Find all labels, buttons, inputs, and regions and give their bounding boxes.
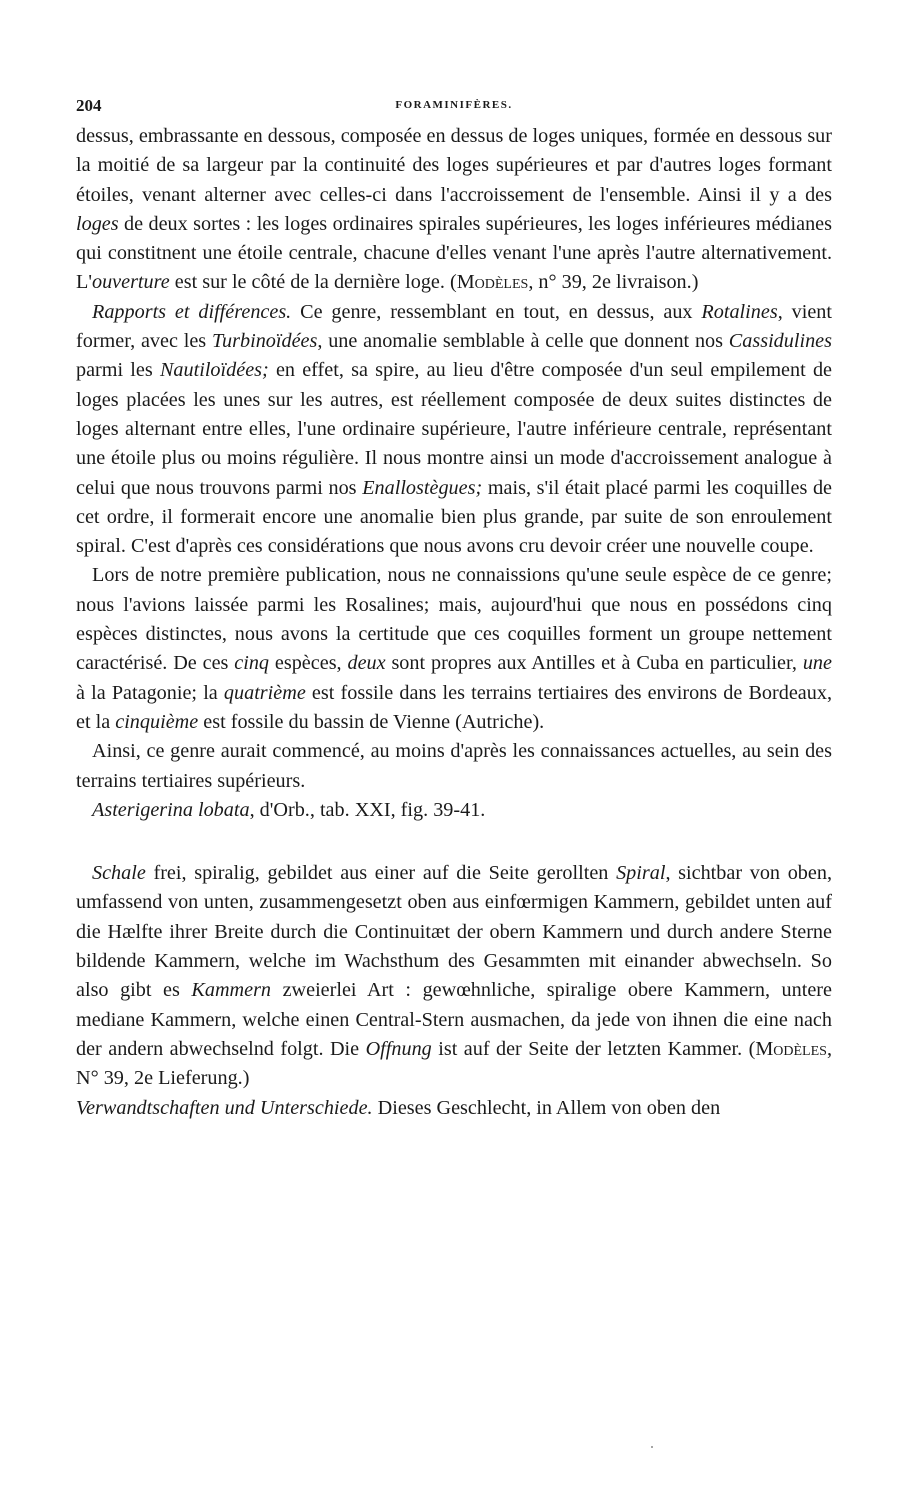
paragraph-german-verwandtschaften: Verwandtschaften und Unterschiede. Dieses Geschlecht, in Allem von oben den — [76, 1096, 721, 1119]
page-body — [76, 122, 832, 1123]
section-heading-rapports: Rapports et différences. — [92, 300, 292, 323]
page-header — [76, 96, 832, 120]
section-gap — [76, 825, 832, 859]
running-title: FORAMINIFÈRES. — [395, 99, 513, 111]
species-name: Asterigerina lobata — [92, 798, 250, 821]
paper-speck — [651, 1446, 653, 1448]
paragraph-rapports: Rapports et différences. Ce genre, ressemblant en tout, en dessus, aux Rotalines, vient former, avec les Turbinoïdées, une anomalie semblable à celle que donnent nos Cassidulines parmi les Nautiloïdées; en effet, sa spire, au lieu d'être composée d'un seul empilement de loges placées les unes sur les autres, est réellement composée de deux suites distinctes de loges alternant entre elles, l'une ordinaire supérieure, l'autre inférieure centrale, représentant une étoile plus ou moins régulière. Il nous montre ainsi un mode d'accroissement analogue à celui que nous trouvons parmi nos Enallostègues; mais, s'il était placé parmi les coquilles de cet ordre, il formerait encore une anomalie bien plus grande, par suite de son enroulement spiral. C'est d'après ces considérations que nous avons cru devoir créer une nouvelle coupe. — [76, 300, 832, 558]
section-heading-verwandtschaften: Verwandtschaften und Unterschiede. — [76, 1096, 373, 1119]
page-number: 204 — [76, 96, 102, 115]
species-reference: Asterigerina lobata, d'Orb., tab. XXI, fig. 39-41. — [92, 798, 486, 821]
paragraph-german-description: Schale frei, spiralig, gebildet aus einer auf die Seite gerollten Spiral, sichtbar von oben, umfassend von unten, zusammengesetzt oben aus einfœrmigen Kammern, gebildet unten auf die Hælfte ihrer Breite durch die Continuitæt der obern Kammern und durch andere Sterne bildende Kammern, welche im Wachsthum des Gesammten mit einander abwechseln. So also gibt es Kammern zweierlei Art : gewœhnliche, spiralige obere Kammern, untere mediane Kammern, welche einen Central-Stern ausmachen, da jede von ihnen die eine nach der andern abwechselnd folgt. Die Offnung ist auf der Seite der letzten Kammer. (Modèles, N° 39, 2e Lieferung.) — [76, 862, 832, 1090]
paragraph-publication: Lors de notre première publication, nous ne connaissions qu'une seule espèce de ce genre; nous l'avions laissée parmi les Rosalines; mais, aujourd'hui que nous en possédons cinq espèces distinctes, nous avons la certitude que ces coquilles forment un groupe nettement caractérisé. De ces cinq espèces, deux sont propres aux Antilles et à Cuba en particulier, une à la Patagonie; la quatrième est fossile dans les terrains tertiaires des environs de Bordeaux, et la cinquième est fossile du bassin de Vienne (Autriche). — [76, 564, 832, 733]
paragraph-ainsi: Ainsi, ce genre aurait commencé, au moins d'après les connaissances actuelles, au sein des terrains tertiaires supérieurs. — [76, 740, 832, 792]
paragraph-description: dessus, embrassante en dessous, composée en dessus de loges uniques, formée en dessous sur la moitié de sa largeur par la continuité des loges supérieures et par d'autres loges formant étoiles, venant alterner avec celles-ci dans l'accroissement de l'ensemble. Ainsi il y a des loges de deux sortes : les loges ordinaires spirales supérieures, les loges inférieures médianes qui constitnent une étoile centrale, chacune d'elles venant l'une après l'autre alternativement. L'ouverture est sur le côté de la dernière loge. (Modèles, n° 39, 2e livraison.) — [76, 125, 832, 294]
